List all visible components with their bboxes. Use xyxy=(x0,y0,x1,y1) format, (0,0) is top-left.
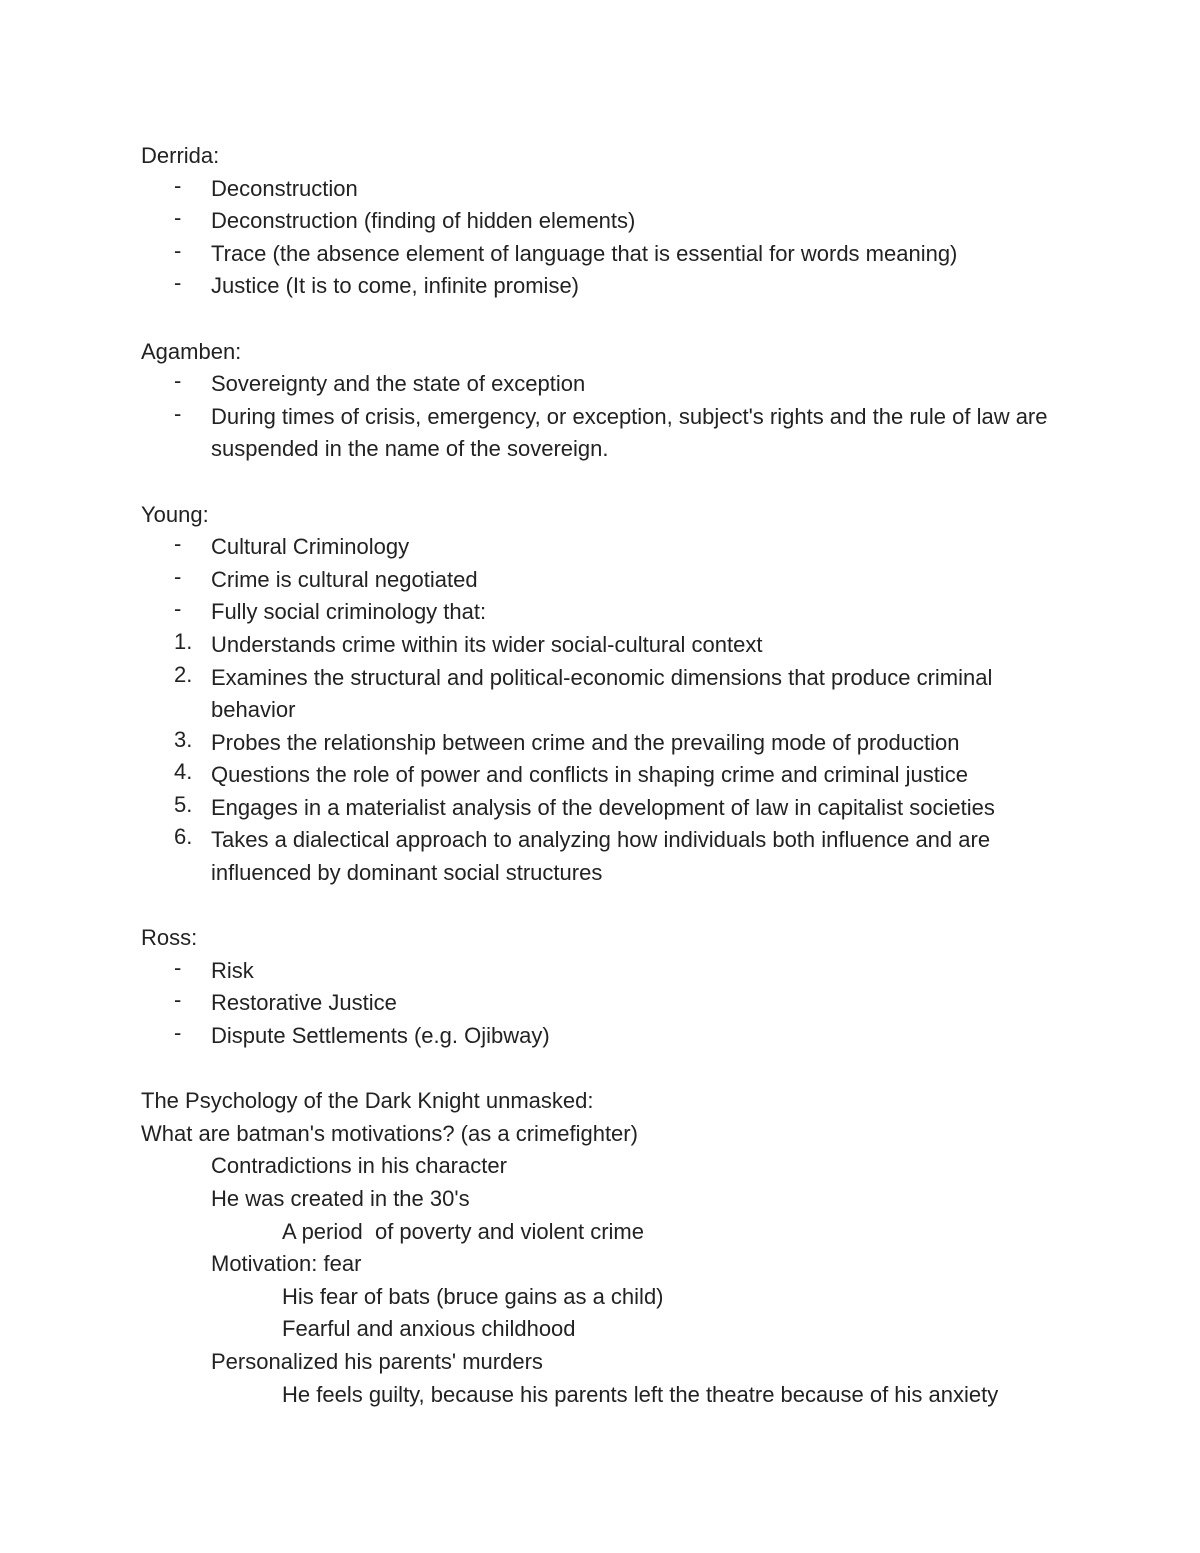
bullet-text: Trace (the absence element of language that is essential for words meaning) xyxy=(211,240,958,266)
numbered-text: Probes the relationship between crime and the prevailing mode of production xyxy=(211,729,960,755)
note-line-level2: His fear of bats (bruce gains as a child) xyxy=(282,1283,664,1309)
note-line-level1: Motivation: fear xyxy=(211,1251,362,1277)
section-heading-batman: The Psychology of the Dark Knight unmasked: xyxy=(141,1088,594,1114)
dash-marker: - xyxy=(174,172,182,198)
section-heading-derrida: Derrida: xyxy=(141,143,220,168)
bullet-text: Crime is cultural negotiated xyxy=(211,566,478,592)
number-marker: 6. xyxy=(174,824,193,850)
dash-marker: - xyxy=(174,368,182,394)
bullet-text: Dispute Settlements (e.g. Ojibway) xyxy=(211,1023,550,1049)
bullet-item xyxy=(141,955,1081,988)
numbered-item xyxy=(141,824,1081,889)
blank-line xyxy=(141,303,1081,336)
bullet-text: Deconstruction (finding of hidden elements) xyxy=(211,208,636,234)
numbered-item xyxy=(141,759,1081,792)
numbered-text: Engages in a materialist analysis of the development of law in capitalist societies xyxy=(211,794,995,820)
blank-line xyxy=(141,1053,1081,1086)
document-body xyxy=(141,140,1081,1411)
numbered-item xyxy=(141,662,1081,727)
bullet-text: Sovereignty and the state of exception xyxy=(211,371,586,397)
number-marker: 3. xyxy=(174,726,193,752)
note-line-level2: A period of poverty and violent crime xyxy=(282,1218,644,1244)
numbered-item xyxy=(141,792,1081,825)
number-marker: 2. xyxy=(174,661,193,687)
dash-marker: - xyxy=(174,270,182,296)
bullet-item xyxy=(141,1020,1081,1053)
dash-marker: - xyxy=(174,954,182,980)
bullet-item xyxy=(141,596,1081,629)
blank-line xyxy=(141,890,1081,923)
numbered-text: Questions the role of power and conflicts in shaping crime and criminal justice xyxy=(211,762,968,788)
number-marker: 4. xyxy=(174,759,193,785)
blank-line xyxy=(141,466,1081,499)
note-line-level1: He was created in the 30's xyxy=(211,1186,470,1211)
bullet-item xyxy=(141,173,1081,206)
question-line: What are batman's motivations? (as a crimefighter) xyxy=(141,1120,638,1146)
bullet-item xyxy=(141,238,1081,271)
number-marker: 1. xyxy=(174,628,193,654)
section-heading-young: Young: xyxy=(141,501,209,527)
bullet-item xyxy=(141,531,1081,564)
bullet-item xyxy=(141,401,1081,466)
dash-marker: - xyxy=(174,237,182,263)
section-heading-agamben: Agamben: xyxy=(141,338,242,364)
dash-marker: - xyxy=(174,596,182,622)
note-line-level2: Fearful and anxious childhood xyxy=(282,1316,576,1342)
bullet-item xyxy=(141,368,1081,401)
section-heading-ross: Ross: xyxy=(141,925,198,951)
number-marker: 5. xyxy=(174,791,193,817)
bullet-text: Risk xyxy=(211,957,254,983)
note-line-level2: He feels guilty, because his parents left the theatre because of his anxiety xyxy=(282,1381,999,1407)
dash-marker: - xyxy=(174,531,182,557)
dash-marker: - xyxy=(174,563,182,589)
note-line-level1: Contradictions in his character xyxy=(211,1153,507,1179)
numbered-text: Examines the structural and political-economic dimensions that produce criminal behavior xyxy=(211,664,993,723)
bullet-text: Restorative Justice xyxy=(211,990,397,1016)
bullet-text: Justice (It is to come, infinite promise) xyxy=(211,273,580,299)
bullet-text: Fully social criminology that: xyxy=(211,599,487,625)
numbered-text: Understands crime within its wider social-cultural context xyxy=(211,631,763,657)
bullet-text: During times of crisis, emergency, or exception, subject's rights and the rule of law are suspended in the name of the sovereign. xyxy=(211,403,1048,462)
dash-marker: - xyxy=(174,400,182,426)
note-line-level1: Personalized his parents' murders xyxy=(211,1348,543,1374)
numbered-item xyxy=(141,727,1081,760)
bullet-item xyxy=(141,987,1081,1020)
bullet-item xyxy=(141,564,1081,597)
dash-marker: - xyxy=(174,987,182,1013)
numbered-text: Takes a dialectical approach to analyzing how individuals both influence and are influenced by dominant social structures xyxy=(211,827,991,886)
bullet-text: Deconstruction xyxy=(211,175,358,201)
bullet-item xyxy=(141,270,1081,303)
numbered-item xyxy=(141,629,1081,662)
bullet-item xyxy=(141,205,1081,238)
dash-marker: - xyxy=(174,1020,182,1046)
bullet-text: Cultural Criminology xyxy=(211,534,410,560)
dash-marker: - xyxy=(174,205,182,231)
